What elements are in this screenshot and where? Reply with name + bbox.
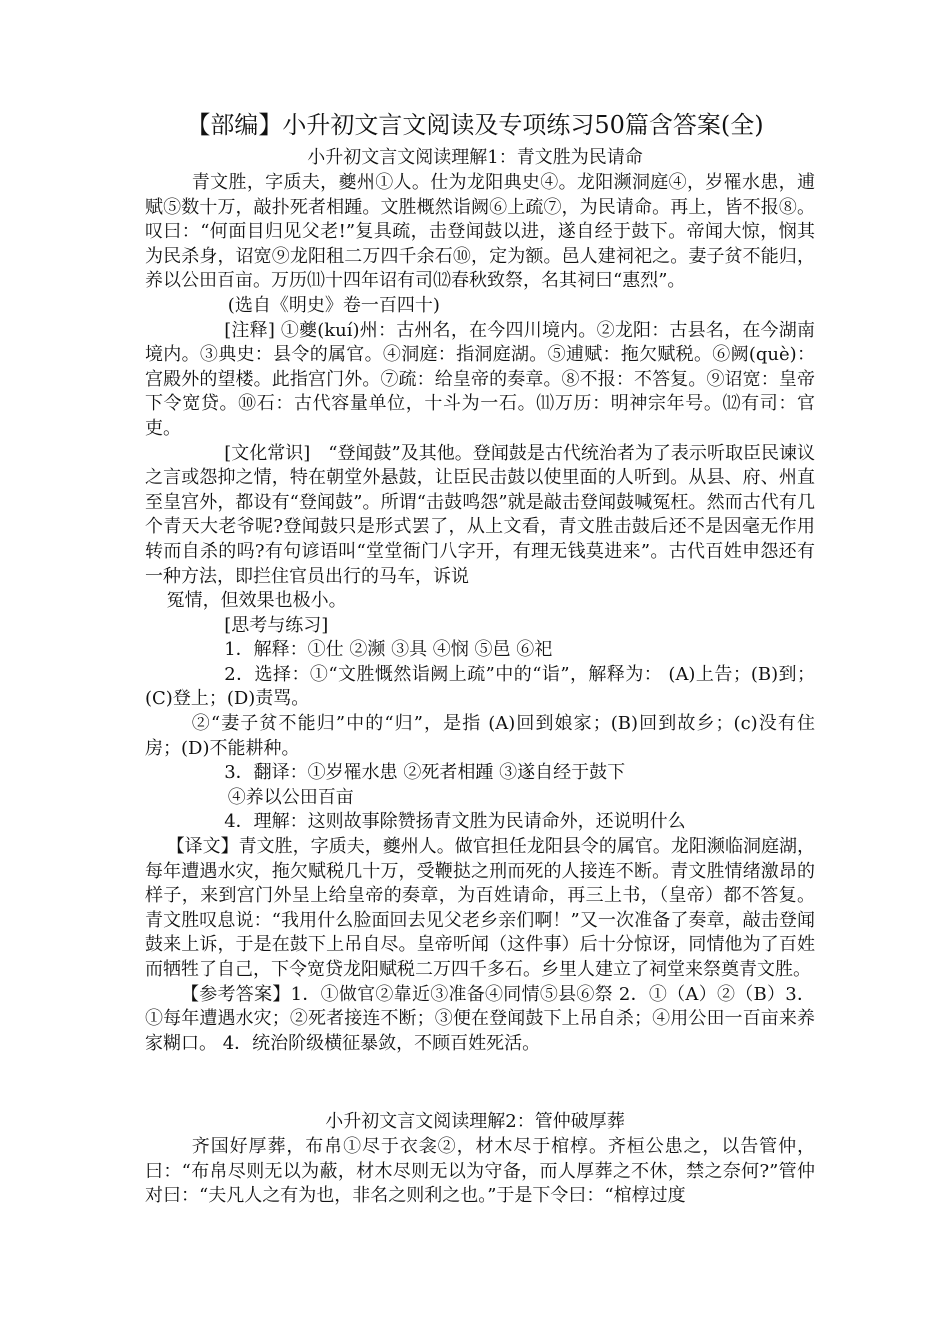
passage-text-2: 齐国好厚葬，布帛①尽于衣衾②，材木尽于棺椁。齐桓公患之，以告管仲，曰：“布帛尽则无以为蔽，材木尽则无以为守备，而人厚葬之不休，禁之奈何?”管仲对曰：“夫凡人之有为也，非名之则利之也。”于是下令曰：“棺椁过度 <box>145 1136 815 1207</box>
passage-source: (选自《明史》卷一百四十) <box>227 294 440 316</box>
question-2b: ②“妻子贫不能归”中的“归”，是指 (A)回到娘家；(B)回到故乡；(c)没有住房；(D)不能耕种。 <box>145 713 815 759</box>
section-1-body <box>145 171 815 1056</box>
question-3b: ④养以公田百亩 <box>227 786 354 808</box>
section-heading-1: 小升初文言文阅读理解1：青文胜为民请命 <box>307 147 643 168</box>
passage-text: 青文胜，字质夫，夔州①人。仕为龙阳典史④。龙阳濒洞庭④，岁罹水患，逋赋⑤数十万，敲扑死者相踵。文胜概然诣阙⑥上疏⑦，为民请命。再上，皆不报⑧。叹曰：“何面目归见父老!”复具疏，击登闻鼓以进，遂自经于鼓下。帝闻大惊，悯其为民杀身，诏宽⑨龙阳租二万四千余石⑩，定为额。邑人建祠祀之。妻子贫不能归，养以公田百亩。万历⑾十四年诏有司⑿春秋致祭，名其祠曰“惠烈”。 <box>145 172 815 292</box>
question-2a: 2．选择：①“文胜慨然诣阙上疏”中的“诣”，解释为： (A)上告；(B)到；(C)登上；(D)责骂。 <box>145 663 815 710</box>
section-2-body <box>145 1135 815 1209</box>
translation-paragraph: 【译文】青文胜，字质夫，夔州人。做官担任龙阳县令的属官。龙阳濒临洞庭湖，每年遭遇水灾，拖欠赋税几十万，受鞭挞之刑而死的人接连不断。青文胜情绪激昂的样子，来到宫门外呈上给皇帝的奏章，为百姓请命，再三上书，（皇帝）都不答复。青文胜叹息说：“我用什么脸面回去见父老乡亲们啊！”又一次准备了奏章，敲击登闻鼓来上诉，于是在鼓下上吊自尽。皇帝听闻（这件事）后十分惊讶，同情他为了百姓而牺牲了自己，下令宽贷龙阳赋税二万四千多石。乡里人建立了祠堂来祭奠青文胜。 <box>145 836 815 980</box>
culture-paragraph-cont: 冤情，但效果也极小。 <box>166 590 347 612</box>
question-3: 3．翻译：①岁罹水患 ②死者相踵 ③遂自经于鼓下 <box>224 762 626 784</box>
culture-paragraph: [文化常识] “登闻鼓”及其他。登闻鼓是古代统治者为了表示听取臣民谏议之言或怨抑之情，特在朝堂外悬鼓，让臣民击鼓以使里面的人听到。从县、府、州直至皇宫外，都设有“登闻鼓”。所谓“击鼓鸣怨”就是敲击登闻鼓喊冤枉。然而古代有几个青天大老爷呢?登闻鼓只是形式罢了，从上文看，青文胜击鼓后还不是因毫无作用转而自杀的吗?有句谚语叫“堂堂衙门八字开，有理无钱莫进来”。古代百姓申怨还有一种方法，即拦住官员出行的马车，诉说 <box>145 442 815 587</box>
exercise-heading: [思考与练习] <box>224 614 329 636</box>
notes-paragraph: [注释] ①夔(kuí)州：古州名，在今四川境内。②龙阳：古县名，在今湖南境内。③典史：县令的属官。④洞庭：指洞庭湖。⑤逋赋：拖欠赋税。⑥阙(què)：宫殿外的望楼。此指宫门外。⑦疏：给皇帝的奏章。⑧不报：不答复。⑨诏宽：皇帝下令宽贷。⑩石：古代容量单位，十斗为一石。⑾万历：明神宗年号。⑿有司：官吏。 <box>145 319 815 439</box>
question-1: 1．解释：①仕 ②濒 ③具 ④悯 ⑤邑 ⑥祀 <box>224 639 553 661</box>
question-4: 4．理解：这则故事除赞扬青文胜为民请命外，还说明什么 <box>224 811 686 833</box>
document-title: 【部编】小升初文言文阅读及专项练习50篇含答案(全) <box>186 111 764 139</box>
answers-paragraph: 【参考答案】1．①做官②靠近③准备④同情⑤县⑥祭 2．①（A）②（B）3．①每年遭遇水灾；②死者接连不断；③便在登闻鼓下上吊自杀；④用公田一百亩来养家糊口。 4．统治阶级横征暴敛，不顾百姓死活。 <box>145 983 815 1054</box>
section-heading-2: 小升初文言文阅读理解2：管仲破厚葬 <box>325 1111 625 1132</box>
